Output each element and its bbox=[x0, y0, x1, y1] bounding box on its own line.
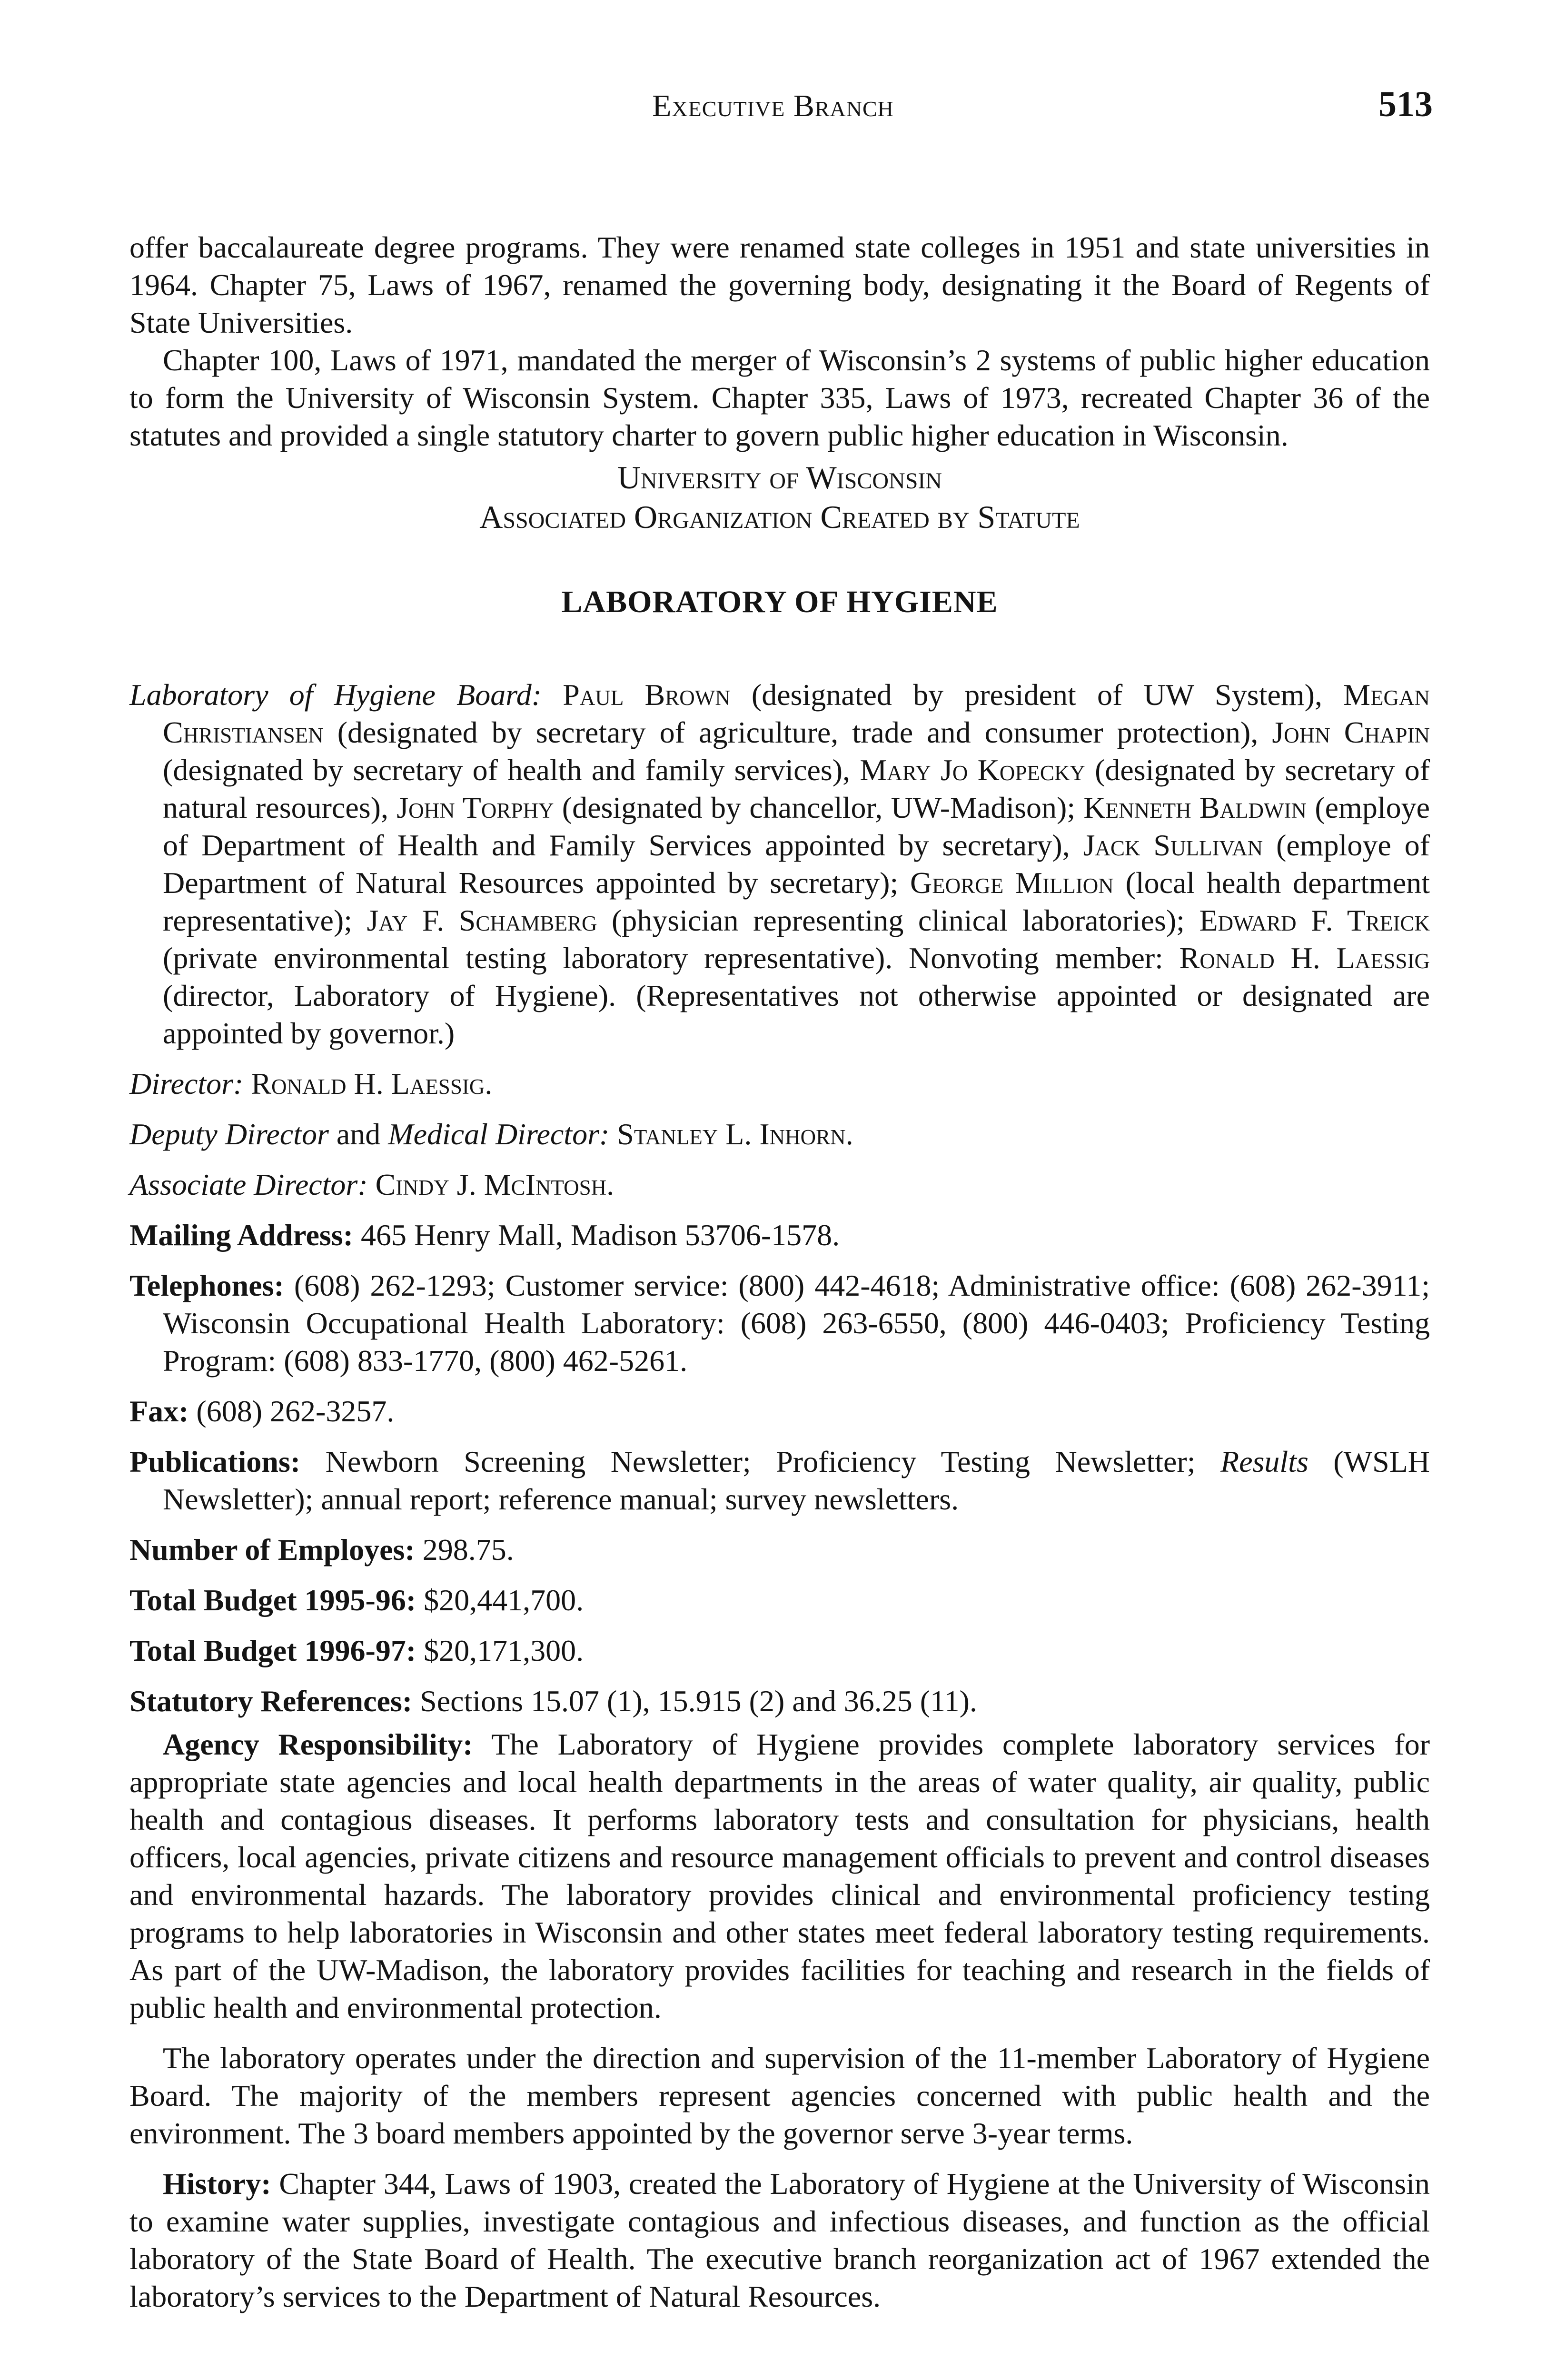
associate-director-name: Cindy J. McIntosh. bbox=[375, 1168, 614, 1201]
nonvoting-label: Nonvoting member: bbox=[909, 941, 1179, 975]
nonvoting-member-role: (director, Laboratory of Hygiene). (Representatives not otherwise appointed or designated are appointed by governor.) bbox=[163, 979, 1430, 1050]
board-member-name: John Chapin bbox=[1272, 715, 1430, 749]
budget-1996-label: Total Budget 1996-97: bbox=[129, 1634, 416, 1667]
agency-responsibility-paragraph bbox=[129, 1726, 1430, 2026]
board-member-name: Jack Sullivan bbox=[1083, 828, 1263, 862]
telephones-label: Telephones: bbox=[129, 1269, 284, 1302]
board-member-name: Edward F. Treick bbox=[1199, 903, 1430, 937]
telephones-value: (608) 262-1293; Customer service: (800) 442-4618; Administrative office: (608) 262-3911; Wisconsin Occupational Health Laboratory: (608) 263-6550, (800) 446-0403; Proficiency Testing Program: (608) 833-1770, (800) 462-5261. bbox=[163, 1269, 1430, 1378]
board-member-role: (designated by chancellor, UW-Madison); bbox=[554, 791, 1084, 824]
board-member-role: (designated by secretary of health and family services), bbox=[163, 753, 860, 787]
section-heading-line-2: Associated Organization Created by Statute bbox=[479, 499, 1080, 535]
board-member-role: (local health department representative); bbox=[163, 866, 1430, 937]
intro-paragraph-2: Chapter 100, Laws of 1971, mandated the merger of Wisconsin’s 2 systems of public higher education to form the University of Wisconsin System. Chapter 335, Laws of 1973, recreated Chapter 36 of the statutes and provided a single statutory charter to govern public higher education in Wisconsin. bbox=[129, 343, 1430, 452]
deputy-director-label: Deputy Director bbox=[129, 1117, 329, 1151]
statutory-references-label: Statutory References: bbox=[129, 1684, 413, 1718]
employees-line bbox=[129, 1531, 1430, 1568]
mailing-address-line bbox=[129, 1216, 1430, 1254]
board-member-name: Paul Brown bbox=[563, 678, 731, 712]
running-header bbox=[0, 85, 1546, 128]
director-label: Director: bbox=[129, 1067, 244, 1101]
associate-director-line bbox=[129, 1166, 1430, 1203]
board-member-name: Jay F. Schamberg bbox=[367, 903, 597, 937]
employees-label: Number of Employes: bbox=[129, 1533, 415, 1567]
text-column bbox=[129, 228, 1430, 2315]
board-member-name: John Torphy bbox=[396, 791, 554, 824]
running-header-title: Executive Branch bbox=[652, 89, 894, 123]
section-heading-line-1: University of Wisconsin bbox=[617, 459, 942, 496]
history-paragraph bbox=[129, 2165, 1430, 2315]
history-text: Chapter 344, Laws of 1903, created the Laboratory of Hygiene at the University of Wisconsin to examine water supplies, investigate contagious and infectious diseases, and function as the official laboratory of the State Board of Health. The executive branch reorganization act of 1967 extended the laboratory’s services to the Department of Natural Resources. bbox=[129, 2167, 1430, 2313]
mailing-address-value: 465 Henry Mall, Madison 53706-1578. bbox=[353, 1218, 840, 1252]
board-member-role: (designated by president of UW System), bbox=[730, 678, 1344, 712]
statutory-references-line bbox=[129, 1682, 1430, 1720]
telephones-line bbox=[129, 1267, 1430, 1379]
deputy-director-name: Stanley L. Inhorn. bbox=[617, 1117, 853, 1151]
budget-1995-label: Total Budget 1995-96: bbox=[129, 1583, 416, 1617]
board-member-role: (private environmental testing laboratory representative). bbox=[163, 941, 909, 975]
agency-title: LABORATORY OF HYGIENE bbox=[561, 585, 998, 619]
board-member-role: (physician representing clinical laboratories); bbox=[597, 903, 1199, 937]
associate-director-label: Associate Director: bbox=[129, 1168, 368, 1201]
deputy-director-line bbox=[129, 1115, 1430, 1153]
employees-value: 298.75. bbox=[415, 1533, 514, 1567]
page-number: 513 bbox=[1378, 84, 1433, 124]
publications-label: Publications: bbox=[129, 1445, 301, 1478]
publications-italic-title: Results bbox=[1220, 1445, 1308, 1478]
board-member-role: (designated by secretary of natural resources), bbox=[163, 753, 1430, 824]
budget-1995-value: $20,441,700. bbox=[416, 1583, 584, 1617]
history-label: History: bbox=[163, 2167, 271, 2201]
medical-director-label: Medical Director: bbox=[388, 1117, 610, 1151]
statutory-references-value: Sections 15.07 (1), 15.915 (2) and 36.25 (11). bbox=[412, 1684, 977, 1718]
board-member-role: (employe of Department of Health and Family Services appointed by secretary), bbox=[163, 791, 1430, 862]
publications-line bbox=[129, 1443, 1430, 1518]
nonvoting-member-name: Ronald H. Laessig bbox=[1179, 941, 1430, 975]
intro-paragraph-1: offer baccalaureate degree programs. They were renamed state colleges in 1951 and state universities in 1964. Chapter 75, Laws of 1967, renamed the governing body, designating it the Board of Regents of State Universities. bbox=[129, 230, 1430, 339]
publications-text: Newborn Screening Newsletter; Proficiency Testing Newsletter; bbox=[300, 1445, 1221, 1478]
board-member-name: George Million bbox=[910, 866, 1114, 900]
budget-1996-line bbox=[129, 1632, 1430, 1669]
board-label: Laboratory of Hygiene Board: bbox=[129, 678, 542, 712]
director-name: Ronald H. Laessig. bbox=[251, 1067, 493, 1101]
agency-responsibility-text: The Laboratory of Hygiene provides complete laboratory services for appropriate state agencies and local health departments in the areas of water quality, air quality, public health and contagious diseases. It performs laboratory tests and consultation for physicians, health officers, local agencies, private citizens and resource management officials to prevent and control diseases and environmental hazards. The laboratory provides clinical and environmental proficiency testing programs to help laboratories in Wisconsin and other states meet federal laboratory testing requirements. As part of the UW-Madison, the laboratory provides facilities for teaching and research in the fields of public health and environmental protection. bbox=[129, 1727, 1430, 2024]
agency-responsibility-label: Agency Responsibility: bbox=[163, 1727, 473, 1761]
board-operation-paragraph: The laboratory operates under the direction and supervision of the 11-member Laboratory of Hygiene Board. The majority of the members represent agencies concerned with public health and the environment. The 3 board members appointed by the governor serve 3-year terms. bbox=[129, 2041, 1430, 2150]
budget-1996-value: $20,171,300. bbox=[416, 1634, 584, 1667]
board-member-name: Kenneth Baldwin bbox=[1083, 791, 1307, 824]
budget-1995-line bbox=[129, 1581, 1430, 1619]
mailing-address-label: Mailing Address: bbox=[129, 1218, 353, 1252]
board-member-role: (employe of Department of Natural Resources appointed by secretary); bbox=[163, 828, 1430, 900]
deputy-and: and bbox=[328, 1117, 388, 1151]
board-member-role: (designated by secretary of agriculture, trade and consumer protection), bbox=[323, 715, 1272, 749]
board-paragraph bbox=[129, 676, 1430, 1052]
board-member-name: Mary Jo Kopecky bbox=[860, 753, 1085, 787]
director-line bbox=[129, 1065, 1430, 1102]
fax-line bbox=[129, 1392, 1430, 1430]
fax-value: (608) 262-3257. bbox=[188, 1394, 395, 1428]
fax-label: Fax: bbox=[129, 1394, 189, 1428]
publications-text-end: (WSLH Newsletter); annual report; reference manual; survey newsletters. bbox=[163, 1445, 1430, 1516]
board-member-name: Megan Christiansen bbox=[163, 678, 1430, 749]
